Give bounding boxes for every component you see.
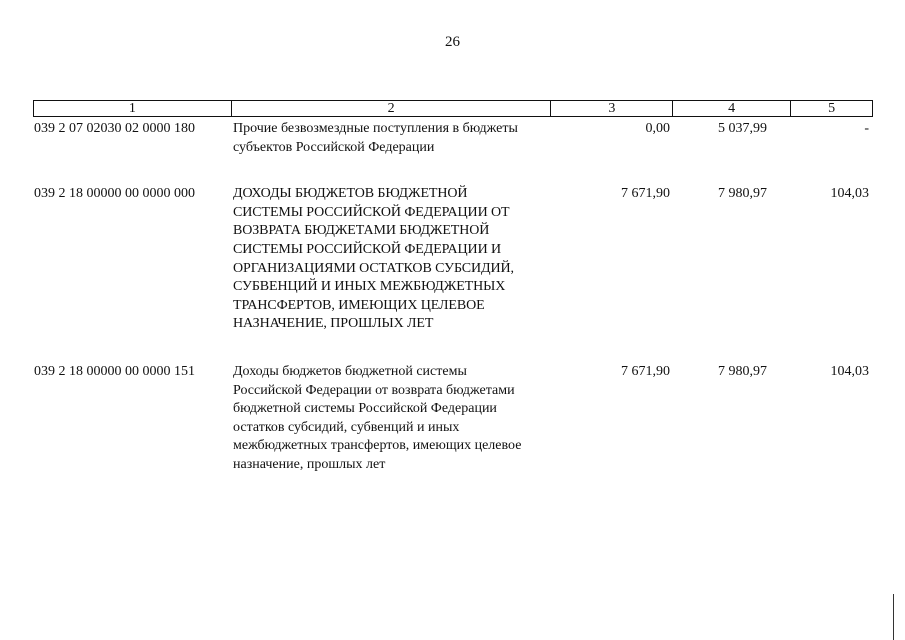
description-line: СУБВЕНЦИЙ И ИНЫХ МЕЖБЮДЖЕТНЫХ [233, 279, 506, 295]
row-description [231, 120, 551, 157]
row-col3-value: 0,00 [645, 121, 670, 136]
scan-edge-line [893, 594, 894, 640]
description-line: назначение, прошлых лет [233, 456, 386, 472]
row-col3-value: 7 671,90 [621, 186, 670, 202]
table-row [33, 363, 873, 475]
description-line: ВОЗВРАТА БЮДЖЕТАМИ БЮДЖЕТНОЙ [233, 223, 490, 239]
description-line: НАЗНАЧЕНИЕ, ПРОШЛЫХ ЛЕТ [233, 316, 434, 332]
table-header-row [33, 100, 873, 117]
row-col5-value: - [864, 121, 869, 136]
page-number: 26 [445, 34, 460, 50]
row-col4-value: 7 980,97 [718, 186, 767, 202]
row-description [231, 363, 551, 475]
description-line: ДОХОДЫ БЮДЖЕТОВ БЮДЖЕТНОЙ [233, 186, 468, 202]
description-line: ОРГАНИЗАЦИЯМИ ОСТАТКОВ СУБСИДИЙ, [233, 260, 514, 276]
description-line: Доходы бюджетов бюджетной системы [233, 363, 467, 379]
table-row [33, 185, 873, 334]
description-line: остатков субсидий, субвенций и иных [233, 419, 460, 435]
table-row [33, 120, 873, 157]
description-line: СИСТЕМЫ РОССИЙСКОЙ ФЕДЕРАЦИИ ОТ [233, 204, 510, 220]
description-line: ТРАНСФЕРТОВ, ИМЕЮЩИХ ЦЕЛЕВОЕ [233, 297, 485, 313]
row-col4-value: 5 037,99 [718, 121, 767, 136]
description-line: бюджетной системы Российской Федерации [233, 401, 497, 417]
budget-table [33, 100, 873, 475]
header-col-1: 1 [34, 101, 232, 116]
row-description [231, 185, 551, 334]
row-col4-value: 7 980,97 [718, 363, 767, 379]
description-line: межбюджетных трансфертов, имеющих целевое [233, 438, 522, 454]
description-line: Прочие безвозмездные поступления в бюджеты [233, 121, 518, 136]
row-code: 039 2 07 02030 02 0000 180 [34, 121, 195, 136]
row-code: 039 2 18 00000 00 0000 000 [34, 186, 195, 202]
description-line: субъектов Российской Федерации [233, 139, 435, 155]
header-col-3: 3 [551, 101, 673, 116]
row-col3-value: 7 671,90 [621, 363, 670, 379]
description-line: СИСТЕМЫ РОССИЙСКОЙ ФЕДЕРАЦИИ И [233, 241, 501, 257]
row-col5-value: 104,03 [830, 186, 869, 202]
header-col-5: 5 [791, 101, 873, 116]
row-code: 039 2 18 00000 00 0000 151 [34, 363, 195, 379]
header-col-2: 2 [232, 101, 552, 116]
description-line: Российской Федерации от возврата бюджетами [233, 382, 515, 398]
row-col5-value: 104,03 [830, 363, 869, 379]
header-col-4: 4 [673, 101, 791, 116]
